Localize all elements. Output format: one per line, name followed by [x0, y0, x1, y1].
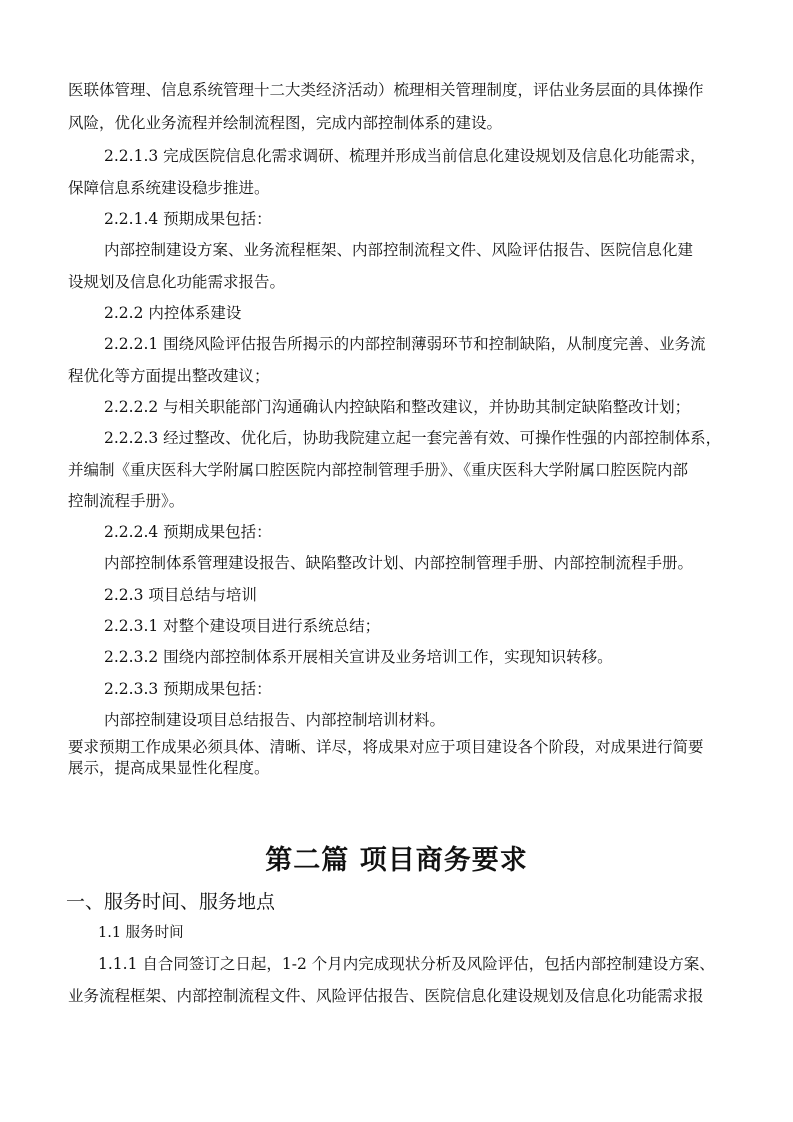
body-line: 2.2.2.1 围绕风险评估报告所揭示的内部控制薄弱环节和控制缺陷，从制度完善、业务流	[104, 335, 706, 353]
body-line: 2.2.1.3 完成医院信息化需求调研、梳理并形成当前信息化建设规划及信息化功能需求，	[104, 147, 706, 165]
body-line: 2.2.2 内控体系建设	[104, 304, 242, 322]
body-line: 2.2.3.3 预期成果包括：	[104, 680, 272, 698]
body-line: 2.2.1.4 预期成果包括：	[104, 210, 272, 228]
body-line: 控制流程手册》。	[68, 492, 185, 510]
section-heading: 一、服务时间、服务地点	[66, 891, 276, 913]
body-line: 内部控制体系管理建设报告、缺陷整改计划、内部控制管理手册、内部控制流程手册。	[104, 554, 694, 572]
body-line: 2.2.3.2 围绕内部控制体系开展相关宣讲及业务培训工作，实现知识转移。	[104, 648, 613, 666]
body-line: 展示，提高成果显性化程度。	[68, 759, 270, 777]
body-line: 程优化等方面提出整改建议；	[68, 367, 270, 385]
body-line: 医联体管理、信息系统管理十二大类经济活动）梳理相关管理制度，评估业务层面的具体操作	[68, 81, 704, 99]
body-line: 内部控制建设项目总结报告、内部控制培训材料。	[104, 711, 446, 729]
body-line: 并编制《重庆医科大学附属口腔医院内部控制管理手册》、《重庆医科大学附属口腔医院内部	[68, 461, 689, 479]
body-line: 设规划及信息化功能需求报告。	[68, 273, 286, 291]
body-line: 保障信息系统建设稳步推进。	[68, 179, 270, 197]
body-line: 业务流程框架、内部控制流程文件、风险评估报告、医院信息化建设规划及信息化功能需求报	[68, 987, 704, 1005]
body-line: 2.2.3 项目总结与培训	[104, 586, 257, 604]
body-line: 1.1.1 自合同签订之日起，1-2 个月内完成现状分析及风险评估，包括内部控制建设方案、	[98, 955, 715, 973]
body-line: 内部控制建设方案、业务流程框架、内部控制流程文件、风险评估报告、医院信息化建	[104, 241, 694, 259]
body-line: 2.2.3.1 对整个建设项目进行系统总结；	[104, 617, 381, 635]
body-line: 风险，优化业务流程并绘制流程图，完成内部控制体系的建设。	[68, 114, 503, 132]
part-title: 第二篇 项目商务要求	[265, 845, 528, 876]
body-line: 要求预期工作成果必须具体、清晰、详尽，将成果对应于项目建设各个阶段，对成果进行简要	[68, 738, 704, 756]
body-line: 2.2.2.3 经过整改、优化后，协助我院建立起一套完善有效、可操作性强的内部控制体系，	[104, 429, 722, 447]
sub-heading: 1.1 服务时间	[98, 925, 184, 941]
body-line: 2.2.2.2 与相关职能部门沟通确认内控缺陷和整改建议，并协助其制定缺陷整改计划；	[104, 398, 691, 416]
body-line: 2.2.2.4 预期成果包括：	[104, 523, 272, 541]
